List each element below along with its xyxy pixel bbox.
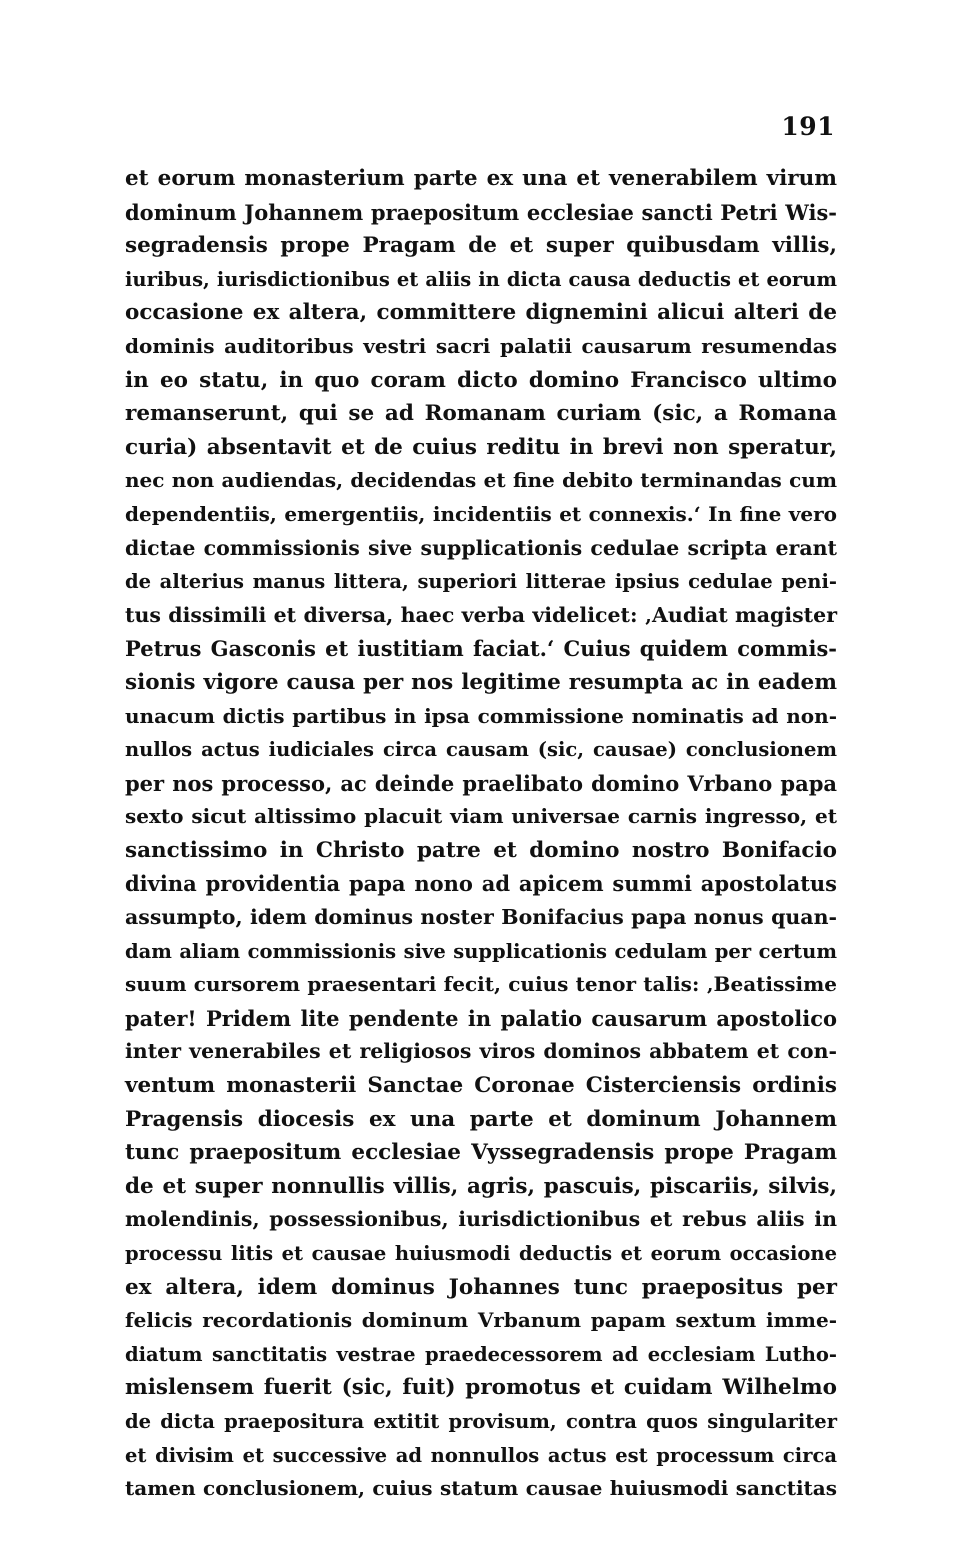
text-line: processu litis et causae huiusmodi deductis et eorum occasione [125, 1242, 837, 1265]
text-line: diatum sanctitatis vestrae praedecessorem ad ecclesiam Lutho- [125, 1342, 837, 1366]
text-line: unacum dictis partibus in ipsa commissione nominatis ad non- [125, 703, 837, 728]
page-number: 191 [781, 112, 835, 141]
text-line: curia) absentavit et de cuius reditu in brevi non speratur, [125, 434, 837, 460]
text-line: de dicta praepositura extitit provisum, contra quos singulariter [125, 1409, 837, 1433]
text-line: de et super nonnullis villis, agris, pascuis, piscariis, silvis, [125, 1173, 837, 1199]
text-line: de alterius manus littera, superiori litterae ipsius cedulae peni- [125, 570, 837, 594]
text-line: et divisim et successive ad nonnullos actus est processum circa [125, 1443, 837, 1467]
text-line: felicis recordationis dominum Vrbanum papam sextum imme- [125, 1308, 837, 1333]
text-line: remanserunt, qui se ad Romanam curiam (sic, a Romana [125, 401, 837, 427]
text-line: assumpto, idem dominus noster Bonifacius papa nonus quan- [125, 905, 837, 930]
text-line: et eorum monasterium parte ex una et venerabilem virum [125, 166, 837, 191]
body-text [125, 162, 837, 1506]
text-line: pater! Pridem lite pendente in palatio causarum apostolico [125, 1005, 837, 1031]
text-line: ex altera, idem dominus Johannes tunc praepositus per [125, 1274, 837, 1300]
text-line: nullos actus iudiciales circa causam (sic, causae) conclusionem [125, 738, 837, 762]
text-line: dam aliam commissionis sive supplicationis cedulam per certum [125, 939, 837, 963]
text-line: inter venerabiles et religiosos viros dominos abbatem et con- [125, 1039, 837, 1064]
text-line: Pragensis diocesis ex una parte et dominum Johannem [125, 1106, 837, 1132]
text-line: sexto sicut altissimo placuit viam universae carnis ingresso, et [125, 804, 837, 829]
text-line: sionis vigore causa per nos legitime resumpta ac in eadem [125, 669, 837, 695]
text-line: tunc praepositum ecclesiae Vyssegradensis prope Pragam [125, 1140, 837, 1166]
text-line: segradensis prope Pragam de et super quibusdam villis, [125, 233, 837, 259]
text-line: occasione ex altera, committere dignemini alicui alteri de [125, 300, 837, 326]
text-line: ventum monasterii Sanctae Coronae Cisterciensis ordinis [125, 1073, 837, 1099]
text-line: sanctissimo in Christo patre et domino nostro Bonifacio [125, 837, 837, 863]
text-line: iuribus, iurisdictionibus et aliis in dicta causa deductis et eorum [125, 267, 837, 291]
text-line: tus dissimili et diversa, haec verba videlicet: ‚Audiat magister [125, 602, 837, 627]
text-line: in eo statu, in quo coram dicto domino Francisco ultimo [125, 367, 837, 393]
text-line: divina providentia papa nono ad apicem summi apostolatus [125, 871, 837, 897]
text-line: molendinis, possessionibus, iurisdictionibus et rebus aliis in [125, 1207, 837, 1232]
text-line: dominum Johannem praepositum ecclesiae sancti Petri Wis- [125, 199, 837, 225]
text-line: mislensem fuerit (sic, fuit) promotus et cuidam Wilhelmo [125, 1375, 837, 1401]
text-line: dependentiis, emergentiis, incidentiis et connexis.‘ In fine vero [125, 501, 837, 526]
text-line: dictae commissionis sive supplicationis cedulae scripta erant [125, 535, 837, 560]
text-line: per nos processo, ac deinde praelibato domino Vrbano papa [125, 770, 837, 796]
text-line: tamen conclusionem, cuius statum causae huiusmodi sanctitas [125, 1476, 837, 1501]
text-line: dominis auditoribus vestri sacri palatii causarum resumendas [125, 333, 837, 358]
text-line: suum cursorem praesentari fecit, cuius tenor talis: ‚Beatissime [125, 972, 837, 997]
text-line: nec non audiendas, decidendas et fine debito terminandas cum [125, 468, 837, 493]
text-line: Petrus Gasconis et iustitiam faciat.‘ Cuius quidem commis- [125, 636, 837, 662]
